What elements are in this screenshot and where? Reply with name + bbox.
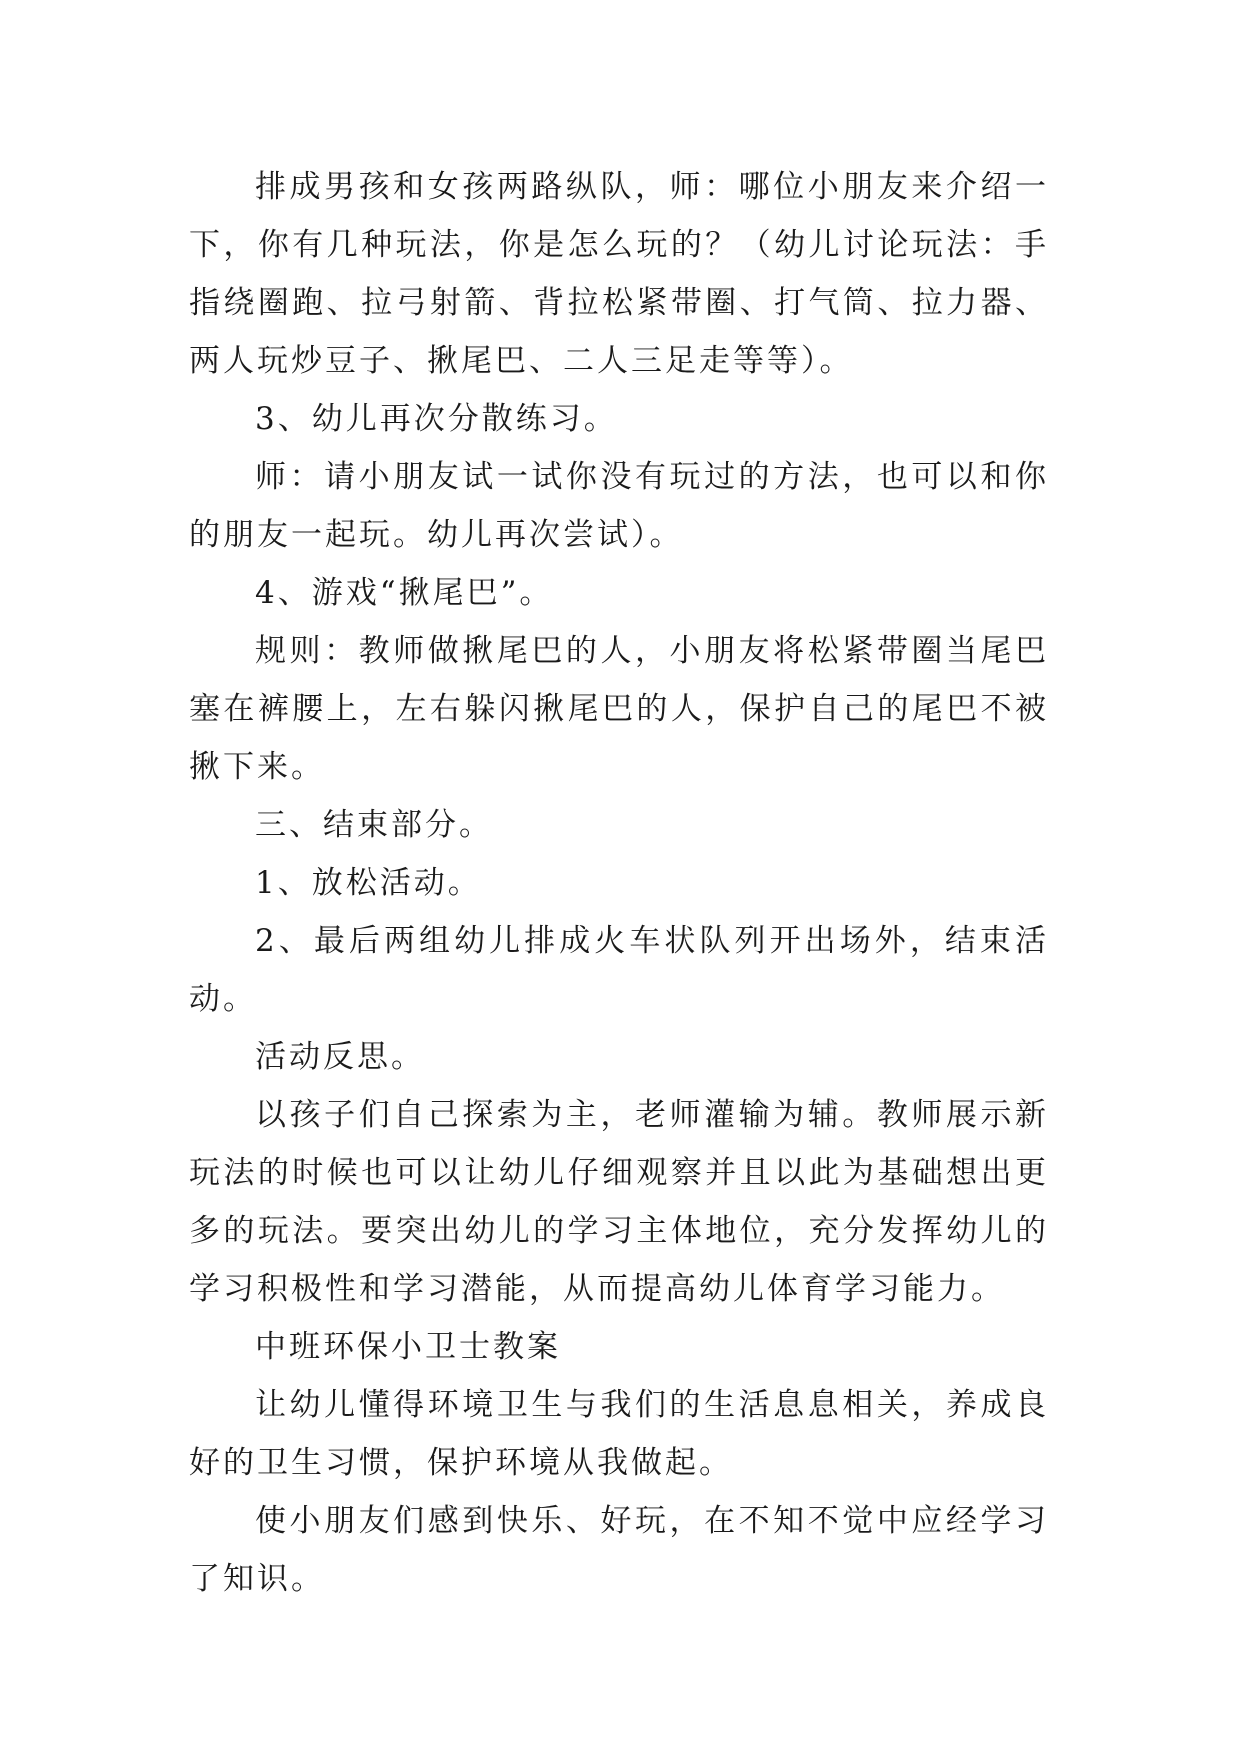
paragraph-teacher-prompt: 师：请小朋友试一试你没有玩过的方法，也可以和你的朋友一起玩。幼儿再次尝试）。 [189, 459, 1049, 553]
paragraph-section-ending: 三、结束部分。 [255, 807, 493, 843]
document-body [189, 158, 1049, 1608]
paragraph-lesson-title: 中班环保小卫士教案 [255, 1329, 561, 1365]
paragraph-step-3: 3、幼儿再次分散练习。 [255, 401, 618, 437]
paragraph-step-4-game: 4、游戏“揪尾巴”。 [255, 575, 554, 611]
paragraph-relax-activity: 1、放松活动。 [255, 865, 482, 901]
paragraph-lining-up: 排成男孩和女孩两路纵队，师：哪位小朋友来介绍一下，你有几种玩法，你是怎么玩的？（幼儿讨论玩法：手指绕圈跑、拉弓射箭、背拉松紧带圈、打气筒、拉力器、两人玩炒豆子、揪尾巴、二人三足走等等）。 [189, 169, 1049, 379]
paragraph-train-exit: 2、最后两组幼儿排成火车状队列开出场外，结束活动。 [189, 923, 1049, 1017]
paragraph-game-rules: 规则：教师做揪尾巴的人，小朋友将松紧带圈当尾巴塞在裤腰上，左右躲闪揪尾巴的人，保护自己的尾巴不被揪下来。 [189, 633, 1049, 785]
paragraph-reflection-heading: 活动反思。 [255, 1039, 425, 1075]
paragraph-goal-fun: 使小朋友们感到快乐、好玩，在不知不觉中应经学习了知识。 [189, 1503, 1049, 1597]
paragraph-goal-hygiene: 让幼儿懂得环境卫生与我们的生活息息相关，养成良好的卫生习惯，保护环境从我做起。 [189, 1387, 1049, 1481]
paragraph-reflection-body: 以孩子们自己探索为主，老师灌输为辅。教师展示新玩法的时候也可以让幼儿仔细观察并且以此为基础想出更多的玩法。要突出幼儿的学习主体地位，充分发挥幼儿的学习积极性和学习潜能，从而提高幼儿体育学习能力。 [189, 1097, 1049, 1307]
